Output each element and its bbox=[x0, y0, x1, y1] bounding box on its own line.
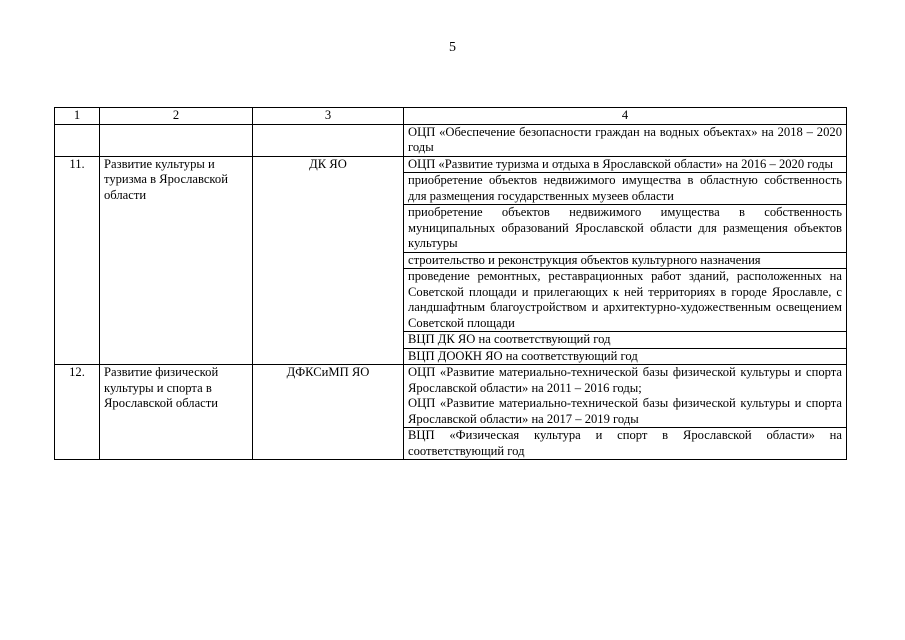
program-item-line: ОЦП «Развитие материально-технической базы физической культуры и спорта Ярославской области» на 2017 – 2019 годы bbox=[408, 396, 842, 426]
program-item: ОЦП «Обеспечение безопасности граждан на водных объектах» на 2018 – 2020 годы bbox=[404, 124, 847, 156]
row-agency-cell: ДК ЯО bbox=[253, 156, 404, 365]
column-header: 2 bbox=[100, 108, 253, 125]
program-item: проведение ремонтных, реставрационных работ зданий, расположенных на Советской площади и прилегающих к ней территориях в городе Ярославле, с ландшафтным благоустройством и архитектурно-художественным освещением Советской площади bbox=[404, 269, 847, 332]
program-item: приобретение объектов недвижимого имущества в областную собственность для размещения государственных музеев области bbox=[404, 173, 847, 205]
program-item: ВЦП ДООКН ЯО на соответствующий год bbox=[404, 348, 847, 365]
program-item: ВЦП ДК ЯО на соответствующий год bbox=[404, 332, 847, 349]
column-header: 4 bbox=[404, 108, 847, 125]
row-title-cell: Развитие культуры и туризма в Ярославской области bbox=[100, 156, 253, 365]
row-title-cell: Развитие физической культуры и спорта в Ярославской области bbox=[100, 365, 253, 460]
column-header: 3 bbox=[253, 108, 404, 125]
row-number-cell: 11. bbox=[55, 156, 100, 365]
row-agency-cell bbox=[253, 124, 404, 156]
row-agency-cell: ДФКСиМП ЯО bbox=[253, 365, 404, 460]
row-title-cell bbox=[100, 124, 253, 156]
program-item: ОЦП «Развитие туризма и отдыха в Ярославской области» на 2016 – 2020 годы bbox=[404, 156, 847, 173]
programs-table bbox=[54, 107, 847, 460]
row-number-cell bbox=[55, 124, 100, 156]
program-item: строительство и реконструкция объектов культурного назначения bbox=[404, 252, 847, 269]
row-number-cell: 12. bbox=[55, 365, 100, 460]
program-item: ВЦП «Физическая культура и спорт в Ярославской области» на соответствующий год bbox=[404, 428, 847, 460]
table-row bbox=[55, 156, 847, 173]
program-item: приобретение объектов недвижимого имущества в собственность муниципальных образований Ярославской области для размещения объектов культуры bbox=[404, 205, 847, 253]
column-header: 1 bbox=[55, 108, 100, 125]
table-header-row bbox=[55, 108, 847, 125]
program-item-line: ОЦП «Развитие материально-технической базы физической культуры и спорта Ярославской области» на 2011 – 2016 годы; bbox=[408, 365, 842, 395]
table-row bbox=[55, 365, 847, 428]
program-item bbox=[404, 365, 847, 428]
table-row bbox=[55, 124, 847, 156]
page-number: 5 bbox=[449, 40, 456, 55]
